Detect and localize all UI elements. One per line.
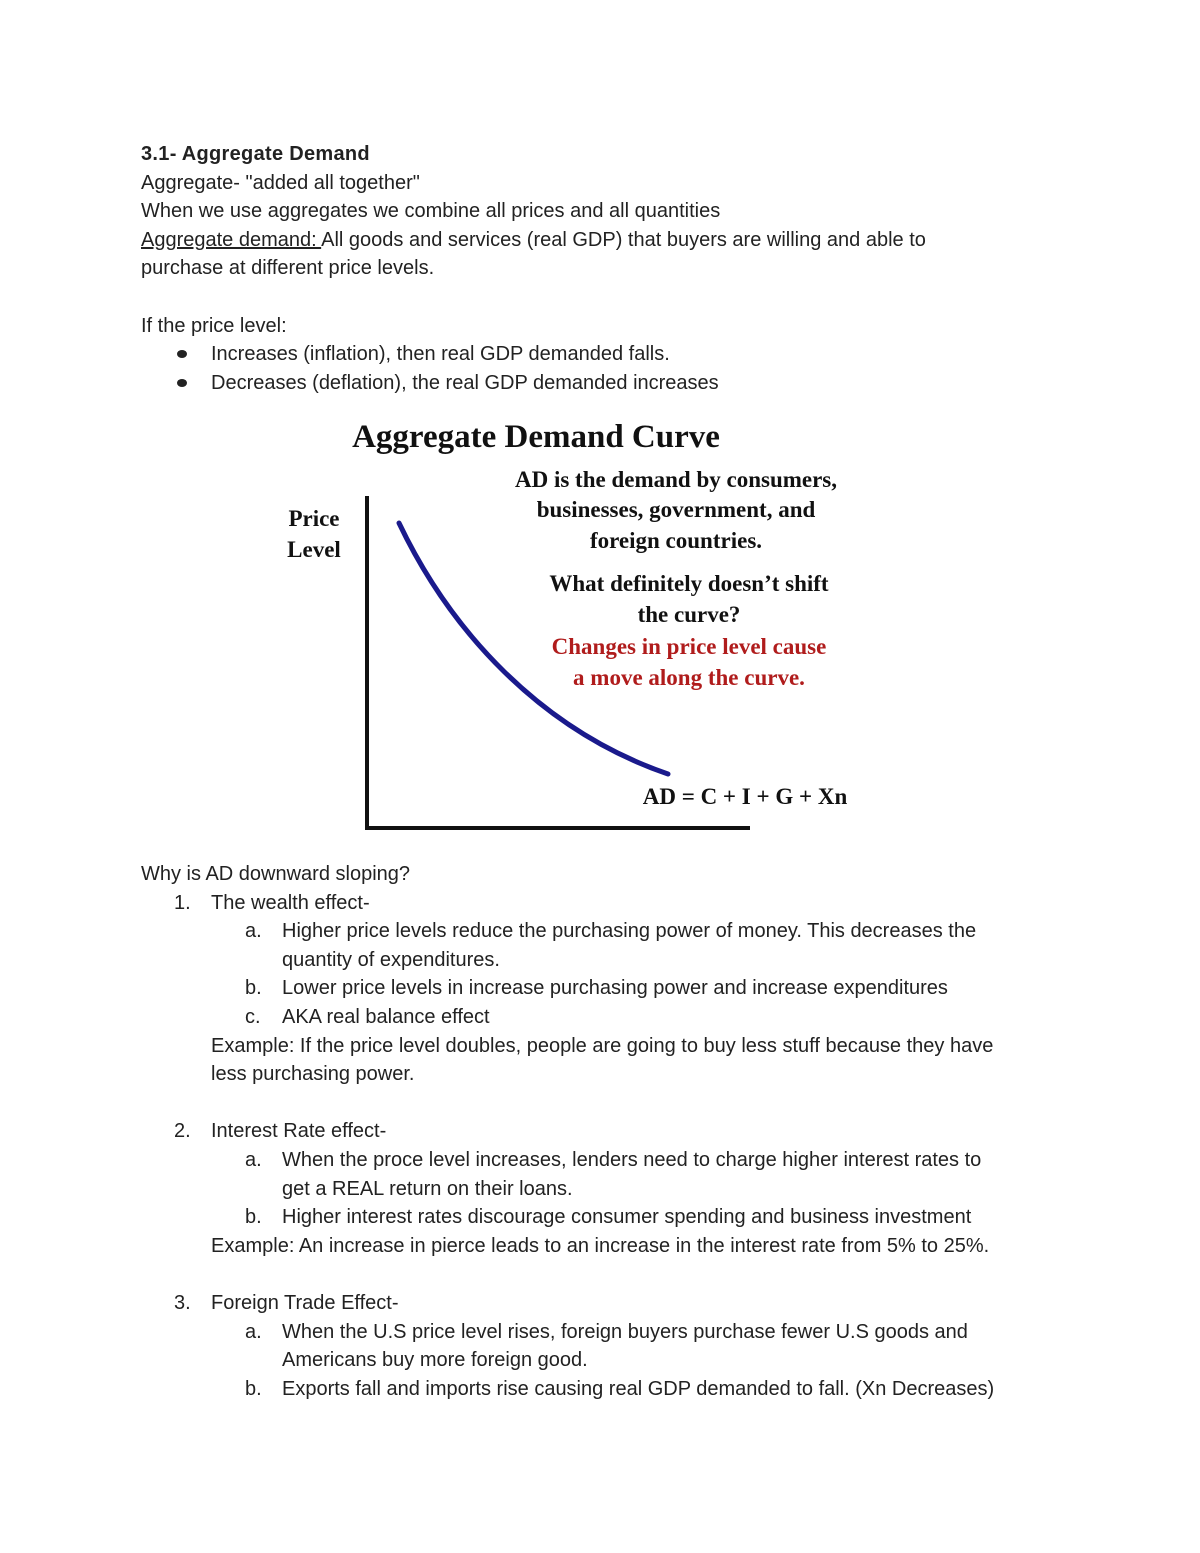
- sub-item-marker: a.: [245, 1320, 262, 1343]
- sub-item: [141, 946, 1081, 975]
- sub-item-text: Lower price levels in increase purchasing power and increase expenditures: [282, 977, 948, 1000]
- sub-item: [141, 1175, 1081, 1204]
- sub-item-marker: c.: [245, 1005, 261, 1028]
- why-section: [141, 860, 1081, 1403]
- ad-formula: AD = C + I + G + Xn: [642, 784, 848, 809]
- answer-line: Changes in price level cause: [551, 634, 827, 659]
- sub-item: [141, 1375, 1081, 1404]
- sub-item: [141, 917, 1081, 946]
- bullet-icon: [177, 379, 187, 387]
- sub-item-text: Americans buy more foreign good.: [282, 1349, 588, 1372]
- annotation-line: AD is the demand by consumers,: [514, 467, 838, 492]
- sub-item-text: Exports fall and imports rise causing real GDP demanded to fall. (Xn Decreases): [282, 1377, 995, 1400]
- figure-title: Aggregate Demand Curve: [352, 419, 720, 455]
- sub-item: [141, 1003, 1081, 1032]
- list-item: [141, 340, 1081, 369]
- intro-section: [141, 140, 1081, 397]
- bullet-icon: [177, 350, 187, 358]
- example-text: Example: An increase in pierce leads to an increase in the interest rate from 5% to 25%.: [211, 1234, 990, 1257]
- sub-item: [141, 1346, 1081, 1375]
- sub-item: [141, 1146, 1081, 1175]
- aggregate-explanation: When we use aggregates we combine all prices and all quantities: [141, 200, 721, 223]
- annotation-line: foreign countries.: [589, 528, 763, 553]
- list-number: 3.: [174, 1291, 191, 1314]
- effect-title: The wealth effect-: [211, 891, 370, 914]
- effect-title: Interest Rate effect-: [211, 1120, 387, 1143]
- y-axis-label: Level: [287, 537, 341, 562]
- sub-item-marker: b.: [245, 1206, 262, 1229]
- question-line: the curve?: [637, 602, 741, 627]
- list-item: [141, 369, 1081, 398]
- sub-item-text: quantity of expenditures.: [282, 948, 500, 971]
- aggregate-demand-text: All goods and services (real GDP) that buyers are willing and able to: [321, 228, 926, 251]
- list-number: 1.: [174, 891, 191, 914]
- effect-item: [141, 1117, 1081, 1146]
- list-number: 2.: [174, 1120, 191, 1143]
- sub-item-marker: a.: [245, 920, 262, 943]
- sub-item-text: AKA real balance effect: [282, 1005, 490, 1028]
- sub-item-text: When the proce level increases, lenders need to charge higher interest rates to: [282, 1148, 982, 1171]
- effect-item: [141, 1289, 1081, 1318]
- why-question: Why is AD downward sloping?: [141, 863, 411, 885]
- sub-item: [141, 1318, 1081, 1347]
- example-text: Example: If the price level doubles, people are going to buy less stuff because they have: [211, 1034, 994, 1057]
- question-line: What definitely doesn’t shift: [549, 571, 829, 596]
- annotation-line: businesses, government, and: [536, 497, 816, 522]
- sub-item-marker: a.: [245, 1148, 262, 1171]
- sub-item-marker: b.: [245, 1377, 262, 1400]
- sub-item-text: When the U.S price level rises, foreign buyers purchase fewer U.S goods and: [282, 1320, 968, 1343]
- example-text: less purchasing power.: [211, 1063, 415, 1086]
- sub-item-text: get a REAL return on their loans.: [282, 1177, 573, 1200]
- aggregate-demand-term: Aggregate demand:: [141, 228, 322, 251]
- aggregate-definition: Aggregate- "added all together": [141, 171, 420, 194]
- aggregate-demand-figure: [0, 410, 1200, 860]
- effect-title: Foreign Trade Effect-: [211, 1291, 399, 1314]
- bullet-text: Decreases (deflation), the real GDP demanded increases: [211, 371, 719, 394]
- sub-item: [141, 974, 1081, 1003]
- sub-item-text: Higher price levels reduce the purchasing power of money. This decreases the: [282, 920, 977, 943]
- y-axis-label: Price: [288, 506, 340, 531]
- bullet-text: Increases (inflation), then real GDP demanded falls.: [211, 343, 670, 366]
- effects-list: [141, 889, 1081, 1404]
- sub-item-text: Higher interest rates discourage consumer spending and business investment: [282, 1206, 972, 1229]
- price-level-lead: If the price level:: [141, 314, 287, 337]
- sub-item-marker: b.: [245, 977, 262, 1000]
- effect-item: [141, 889, 1081, 918]
- section-heading: 3.1- Aggregate Demand: [141, 143, 370, 165]
- aggregate-demand-text-cont: purchase at different price levels.: [141, 257, 435, 280]
- sub-item: [141, 1203, 1081, 1232]
- aggregate-demand-definition: [141, 226, 1081, 255]
- answer-line: a move along the curve.: [573, 665, 805, 690]
